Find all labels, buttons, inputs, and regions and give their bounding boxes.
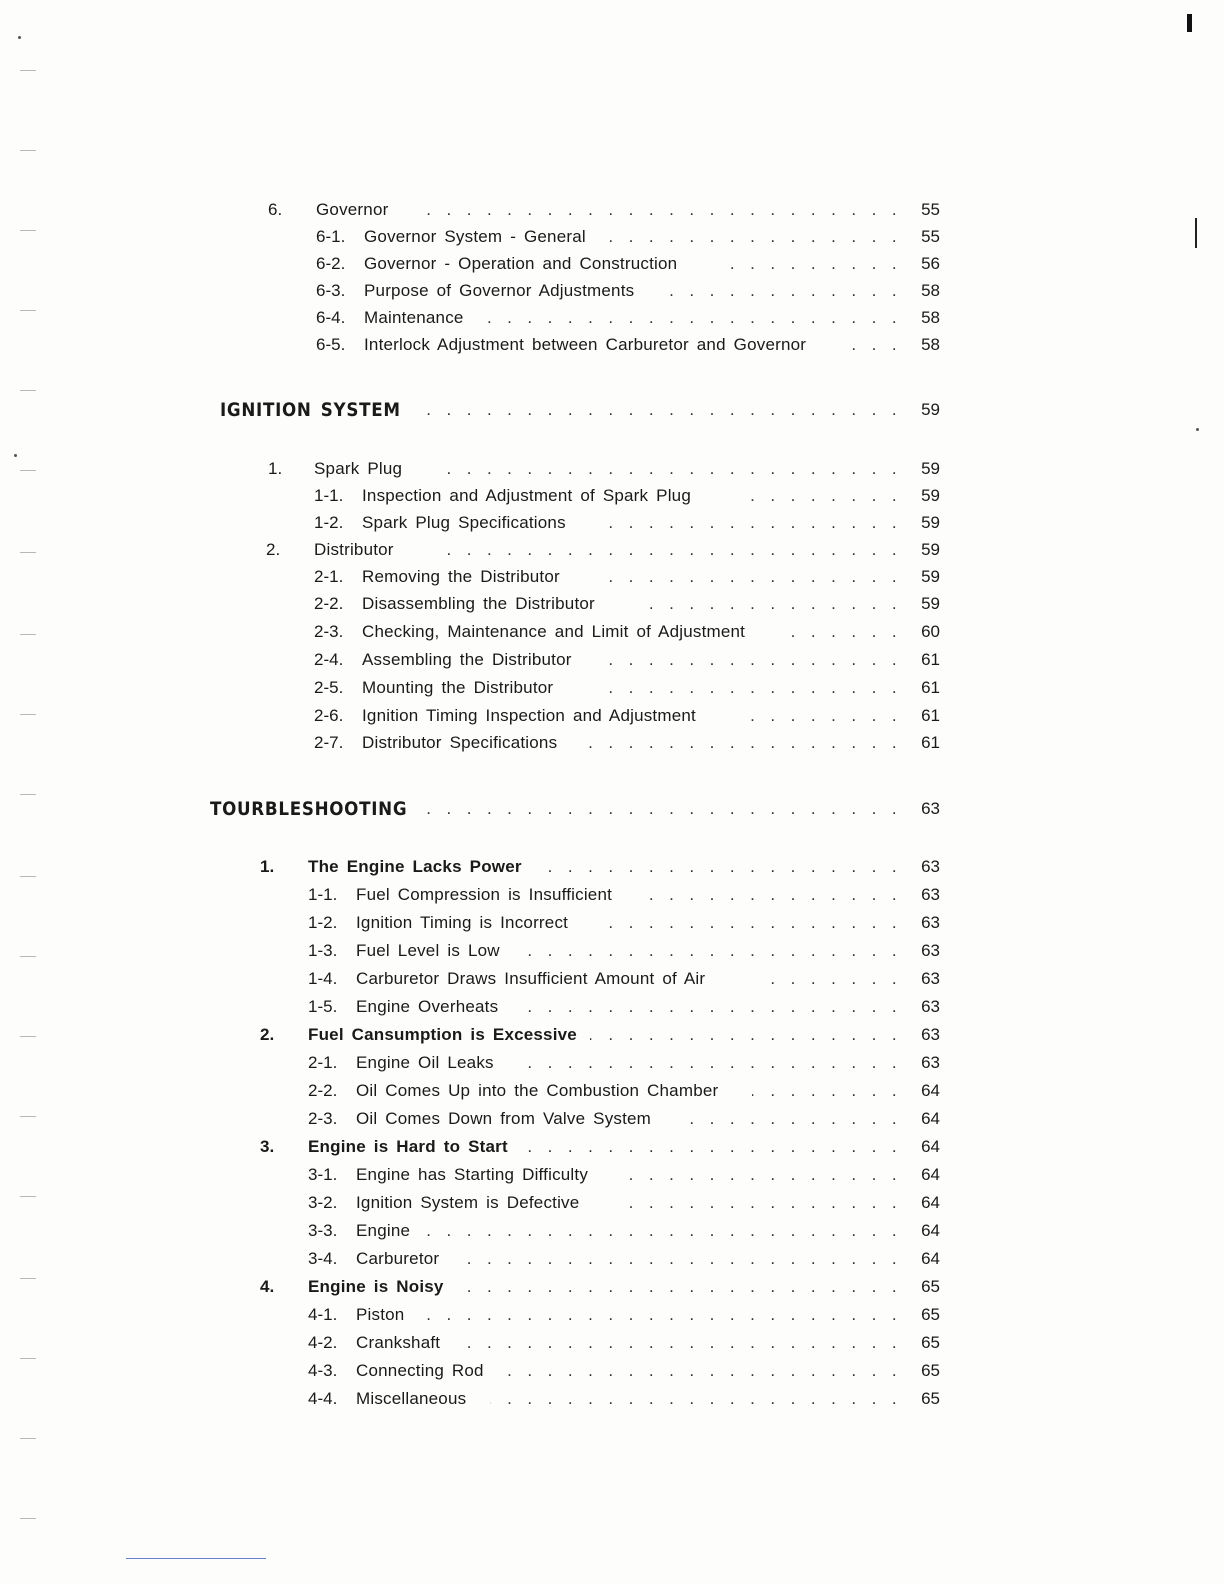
toc-entry-title: Engine Oil Leaks — [356, 1053, 494, 1072]
toc-subentry — [0, 967, 1224, 991]
toc-entry-number: 2-1. — [308, 1053, 338, 1072]
toc-entry-page: 65 — [921, 1389, 940, 1408]
toc-entry-page: 56 — [921, 254, 940, 273]
toc-entry-page: 55 — [921, 227, 940, 246]
toc-entry-page: 63 — [921, 997, 940, 1016]
dot-leader — [526, 1135, 902, 1159]
toc-entry-page: 63 — [921, 885, 940, 904]
toc-entry-number: 1. — [260, 857, 275, 876]
toc-subentry — [0, 1191, 1224, 1215]
toc-entry-page: 61 — [921, 678, 940, 697]
toc-subentry — [0, 731, 1224, 755]
toc-entry-title: Removing the Distributor — [362, 567, 560, 586]
scan-dot — [18, 36, 21, 39]
toc-entry — [0, 457, 1224, 481]
toc-subentry — [0, 676, 1224, 700]
toc-entry-title: Oil Comes Up into the Combustion Chamber — [356, 1081, 719, 1100]
dot-leader — [646, 883, 902, 907]
dot-leader — [590, 1023, 902, 1047]
dot-leader — [540, 855, 902, 879]
toc-entry-number: 2-6. — [314, 706, 344, 725]
toc-subentry — [0, 704, 1224, 728]
dot-leader — [410, 198, 902, 222]
toc-entry-title: Purpose of Governor Adjustments — [364, 281, 635, 300]
toc-entry-title: Disassembling the Distributor — [362, 594, 595, 613]
toc-entry-page: 59 — [921, 486, 940, 505]
toc-entry-page: 61 — [921, 733, 940, 752]
toc-entry — [0, 1135, 1224, 1159]
toc-entry-title: Checking, Maintenance and Limit of Adjustment — [362, 622, 746, 641]
toc-entry-title: Governor — [316, 200, 389, 219]
toc-subentry — [0, 995, 1224, 1019]
toc-subentry — [0, 883, 1224, 907]
toc-entry-page: 65 — [921, 1305, 940, 1324]
toc-entry-page: 60 — [921, 622, 940, 641]
dot-leader — [678, 1107, 902, 1131]
toc-entry-page: 63 — [921, 941, 940, 960]
dot-leader — [666, 279, 902, 303]
toc-entry-number: 4-2. — [308, 1333, 338, 1352]
binding-mark — [20, 390, 36, 391]
toc-entry-number: 1-5. — [308, 997, 338, 1016]
toc-entry-title: Spark Plug Specifications — [362, 513, 566, 532]
toc-subentry — [0, 1387, 1224, 1411]
toc-entry-number: 2-1. — [314, 567, 344, 586]
toc-entry-page: 64 — [921, 1193, 940, 1212]
toc-entry-title: Ignition System is Defective — [356, 1193, 580, 1212]
toc-entry-page: 58 — [921, 281, 940, 300]
toc-entry-title: Interlock Adjustment between Carburetor and Governor — [364, 335, 807, 354]
toc-entry-number: 2-3. — [308, 1109, 338, 1128]
toc-entry-page: 63 — [921, 1053, 940, 1072]
corner-mark — [1187, 14, 1192, 32]
toc-entry-title: Ignition Timing is Incorrect — [356, 913, 569, 932]
toc-entry-title: Governor System - General — [364, 227, 586, 246]
toc-entry — [0, 1275, 1224, 1299]
dot-leader — [604, 648, 902, 672]
section-title: TOURBLESHOOTING — [210, 798, 408, 820]
dot-leader — [462, 1247, 902, 1271]
toc-entry-page: 64 — [921, 1081, 940, 1100]
toc-subentry — [0, 279, 1224, 303]
toc-entry-page: 63 — [921, 857, 940, 876]
toc-entry-number: 6-2. — [316, 254, 346, 273]
toc-entry-number: 3. — [260, 1137, 275, 1156]
toc-entry-page: 61 — [921, 650, 940, 669]
toc-entry-page: 64 — [921, 1109, 940, 1128]
dot-leader — [440, 457, 902, 481]
toc-entry-page: 63 — [921, 913, 940, 932]
toc-subentry — [0, 1331, 1224, 1355]
dot-leader — [420, 797, 902, 821]
toc-subentry — [0, 939, 1224, 963]
scan-dot — [1196, 428, 1199, 431]
binding-mark — [20, 1518, 36, 1519]
toc-entry-page: 59 — [921, 567, 940, 586]
dot-leader — [632, 592, 902, 616]
toc-subentry — [0, 1051, 1224, 1075]
toc-subentry — [0, 1079, 1224, 1103]
dot-leader — [430, 538, 902, 562]
toc-subentry — [0, 306, 1224, 330]
section-page: 59 — [921, 400, 940, 419]
toc-entry-number: 3-4. — [308, 1249, 338, 1268]
toc-entry-title: Inspection and Adjustment of Spark Plug — [362, 486, 691, 505]
toc-entry — [0, 1023, 1224, 1047]
toc-entry-title: Piston — [356, 1305, 405, 1324]
toc-entry-title: Carburetor Draws Insufficient Amount of Air — [356, 969, 706, 988]
toc-entry-page: 63 — [921, 1025, 940, 1044]
binding-mark — [20, 150, 36, 151]
toc-entry-page: 59 — [921, 459, 940, 478]
binding-mark — [20, 70, 36, 71]
toc-entry-number: 1-1. — [314, 486, 344, 505]
toc-subentry — [0, 1359, 1224, 1383]
dot-leader — [784, 620, 902, 644]
toc-entry-page: 63 — [921, 969, 940, 988]
toc-entry-title: Distributor — [314, 540, 394, 559]
dot-leader — [596, 511, 902, 535]
section-heading — [0, 398, 1224, 422]
toc-subentry — [0, 333, 1224, 357]
toc-entry-title: Fuel Compression is Insufficient — [356, 885, 613, 904]
toc-subentry — [0, 225, 1224, 249]
toc-entry-title: Engine — [356, 1221, 411, 1240]
section-page: 63 — [921, 799, 940, 818]
toc-subentry — [0, 648, 1224, 672]
toc-entry-number: 2-3. — [314, 622, 344, 641]
toc-entry-title: The Engine Lacks Power — [308, 857, 522, 876]
dot-leader — [414, 398, 902, 422]
dot-leader — [852, 333, 902, 357]
toc-subentry — [0, 1219, 1224, 1243]
toc-subentry — [0, 592, 1224, 616]
toc-entry-page: 58 — [921, 335, 940, 354]
toc-entry-number: 6-3. — [316, 281, 346, 300]
toc-entry-page: 61 — [921, 706, 940, 725]
toc-entry-title: Engine Overheats — [356, 997, 499, 1016]
toc-entry-number: 2-5. — [314, 678, 344, 697]
dot-leader — [480, 306, 902, 330]
toc-subentry — [0, 252, 1224, 276]
dot-leader — [520, 995, 902, 1019]
toc-entry-page: 65 — [921, 1277, 940, 1296]
toc-entry — [0, 538, 1224, 562]
toc-entry-title: Connecting Rod — [356, 1361, 484, 1380]
toc-entry-title: Engine has Starting Difficulty — [356, 1165, 589, 1184]
toc-entry-page: 64 — [921, 1249, 940, 1268]
toc-subentry — [0, 1107, 1224, 1131]
toc-entry-title: Engine is Hard to Start — [308, 1137, 508, 1156]
toc-entry-number: 1. — [268, 459, 283, 478]
toc-subentry — [0, 484, 1224, 508]
toc-entry-number: 6-5. — [316, 335, 346, 354]
binding-mark — [20, 1438, 36, 1439]
toc-entry-title: Miscellaneous — [356, 1389, 467, 1408]
toc-entry-number: 4-4. — [308, 1389, 338, 1408]
dot-leader — [520, 939, 902, 963]
toc-subentry — [0, 1163, 1224, 1187]
dot-leader — [736, 484, 902, 508]
toc-entry-title: Assembling the Distributor — [362, 650, 572, 669]
toc-entry-title: Fuel Level is Low — [356, 941, 500, 960]
toc-entry-number: 1-2. — [308, 913, 338, 932]
dot-leader — [760, 967, 902, 991]
toc-entry-number: 2-4. — [314, 650, 344, 669]
dot-leader — [720, 252, 902, 276]
toc-entry-number: 3-3. — [308, 1221, 338, 1240]
toc-entry-page: 59 — [921, 513, 940, 532]
dot-leader — [610, 225, 902, 249]
toc-entry-title: Governor - Operation and Construction — [364, 254, 678, 273]
toc-entry-title: Mounting the Distributor — [362, 678, 554, 697]
dot-leader — [606, 911, 902, 935]
dot-leader — [508, 1359, 902, 1383]
binding-mark — [20, 794, 36, 795]
toc-subentry — [0, 565, 1224, 589]
toc-entry-number: 2-2. — [314, 594, 344, 613]
dot-leader — [490, 1387, 902, 1411]
toc-entry-number: 3-2. — [308, 1193, 338, 1212]
scan-underline-artifact — [126, 1558, 266, 1559]
toc-subentry — [0, 1247, 1224, 1271]
toc-entry-number: 4. — [260, 1277, 275, 1296]
dot-leader — [580, 731, 902, 755]
toc-subentry — [0, 911, 1224, 935]
toc-entry-number: 1-3. — [308, 941, 338, 960]
toc-entry-page: 65 — [921, 1333, 940, 1352]
toc-entry — [0, 855, 1224, 879]
toc-entry-page: 59 — [921, 594, 940, 613]
dot-leader — [424, 1303, 902, 1327]
toc-entry — [0, 198, 1224, 222]
toc-entry-number: 1-1. — [308, 885, 338, 904]
dot-leader — [746, 704, 902, 728]
dot-leader — [520, 1051, 902, 1075]
dot-leader — [614, 1191, 902, 1215]
toc-entry-number: 2. — [266, 540, 281, 559]
toc-entry-page: 58 — [921, 308, 940, 327]
toc-subentry — [0, 511, 1224, 535]
toc-subentry — [0, 620, 1224, 644]
toc-entry-page: 59 — [921, 540, 940, 559]
toc-entry-number: 3-1. — [308, 1165, 338, 1184]
toc-entry-title: Ignition Timing Inspection and Adjustment — [362, 706, 696, 725]
dot-leader — [460, 1331, 902, 1355]
toc-entry-number: 6-1. — [316, 227, 346, 246]
toc-entry-page: 64 — [921, 1221, 940, 1240]
toc-entry-number: 1-4. — [308, 969, 338, 988]
section-heading — [0, 797, 1224, 821]
toc-entry-title: Fuel Cansumption is Excessive — [308, 1025, 577, 1044]
toc-subentry — [0, 1303, 1224, 1327]
toc-entry-number: 6-4. — [316, 308, 346, 327]
section-title: IGNITION SYSTEM — [220, 399, 401, 421]
dot-leader — [600, 565, 902, 589]
toc-entry-title: Carburetor — [356, 1249, 440, 1268]
toc-entry-title: Spark Plug — [314, 459, 403, 478]
toc-entry-page: 55 — [921, 200, 940, 219]
toc-entry-title: Maintenance — [364, 308, 464, 327]
dot-leader — [462, 1275, 902, 1299]
toc-entry-number: 4-3. — [308, 1361, 338, 1380]
dot-leader — [752, 1079, 902, 1103]
toc-entry-page: 65 — [921, 1361, 940, 1380]
toc-entry-number: 2. — [260, 1025, 275, 1044]
toc-entry-number: 6. — [268, 200, 283, 219]
toc-entry-page: 64 — [921, 1137, 940, 1156]
dot-leader — [424, 1219, 902, 1243]
toc-entry-number: 2-7. — [314, 733, 344, 752]
dot-leader — [596, 676, 902, 700]
toc-entry-title: Oil Comes Down from Valve System — [356, 1109, 652, 1128]
toc-entry-number: 2-2. — [308, 1081, 338, 1100]
toc-entry-title: Distributor Specifications — [362, 733, 558, 752]
toc-entry-page: 64 — [921, 1165, 940, 1184]
toc-entry-number: 1-2. — [314, 513, 344, 532]
toc-entry-title: Engine is Noisy — [308, 1277, 444, 1296]
dot-leader — [630, 1163, 902, 1187]
toc-entry-number: 4-1. — [308, 1305, 338, 1324]
toc-entry-title: Crankshaft — [356, 1333, 441, 1352]
